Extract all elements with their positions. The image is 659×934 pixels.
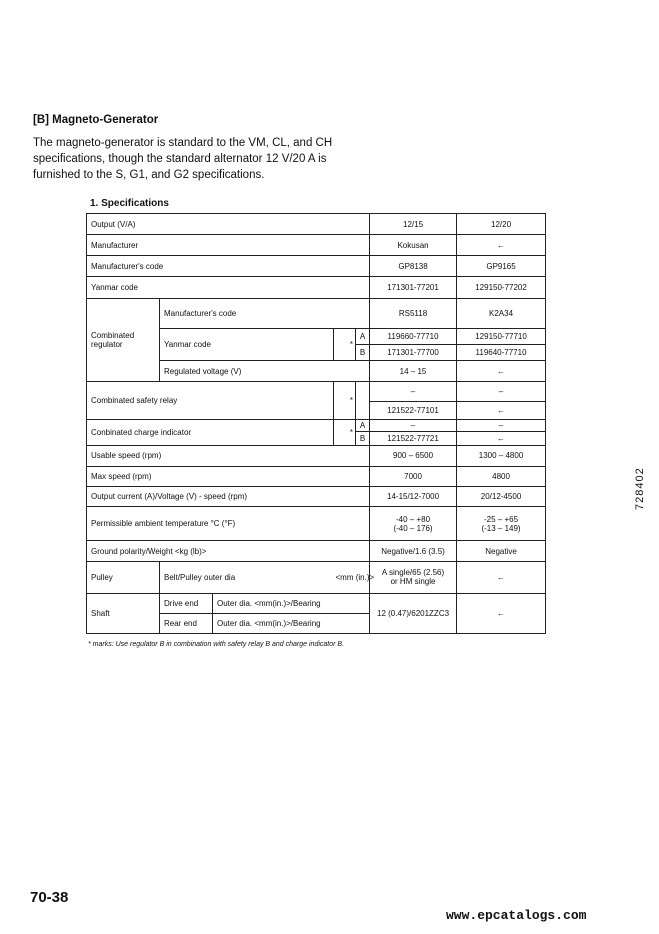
row-regulator-mfr-code bbox=[87, 298, 546, 328]
ambient-temperature-value-1 bbox=[370, 506, 457, 540]
ground-polarity-value-1: Negative/1.6 (3.5) bbox=[370, 541, 457, 562]
specifications-title: 1. Specifications bbox=[90, 198, 169, 209]
charge-indicator-b-value-2: ← bbox=[457, 432, 546, 445]
manufacturer-code-value-2: GP9165 bbox=[457, 256, 546, 277]
pulley-value-2: ← bbox=[457, 562, 546, 593]
footnote: * marks: Use regulator B in combination with safety relay B and charge indicator B. bbox=[88, 641, 345, 648]
regulator-mfr-code-value-2: K2A34 bbox=[457, 298, 546, 328]
usable-speed-label: Usable speed (rpm) bbox=[87, 445, 370, 466]
row-ambient-temperature bbox=[87, 506, 546, 540]
yanmar-code-label: Yanmar code bbox=[87, 277, 370, 298]
charge-indicator-a-value-2: – bbox=[457, 420, 546, 432]
output-current-label: Output current (A)/Voltage (V) - speed (rpm) bbox=[87, 486, 370, 506]
yanmar-code-value-1: 171301-77201 bbox=[370, 277, 457, 298]
regulator-yanmar-code-label: Yanmar code bbox=[160, 328, 334, 360]
regulator-mfr-code-value-1: RS5118 bbox=[370, 298, 457, 328]
regulator-variant-a: A bbox=[356, 328, 370, 344]
row-ground-polarity bbox=[87, 541, 546, 562]
regulator-yanmar-b-value-2: 119640-77710 bbox=[457, 344, 546, 360]
charge-indicator-variant-b: B bbox=[356, 432, 370, 445]
charge-indicator-a-value-1: – bbox=[370, 420, 457, 432]
regulated-voltage-label: Regulated voltage (V) bbox=[160, 360, 370, 381]
yanmar-code-value-2: 129150-77202 bbox=[457, 277, 546, 298]
row-pulley bbox=[87, 562, 546, 593]
row-max-speed bbox=[87, 466, 546, 486]
safety-relay-value-2-bottom: ← bbox=[457, 401, 545, 420]
pulley-sub-label: Belt/Pulley outer dia bbox=[160, 562, 334, 593]
row-safety-relay bbox=[87, 382, 546, 420]
row-usable-speed bbox=[87, 445, 546, 466]
regulator-group-label: Combinated regulator bbox=[87, 298, 160, 382]
safety-relay-value-1-bottom: 121522-77101 bbox=[370, 401, 456, 420]
charge-indicator-b-value-1: 121522-77721 bbox=[370, 432, 457, 445]
max-speed-value-2: 4800 bbox=[457, 466, 546, 486]
charge-indicator-variant-a: A bbox=[356, 420, 370, 432]
manufacturer-code-value-1: GP8138 bbox=[370, 256, 457, 277]
pulley-label: Pulley bbox=[87, 562, 160, 593]
max-speed-value-1: 7000 bbox=[370, 466, 457, 486]
manufacturer-label: Manufacturer bbox=[87, 235, 370, 256]
output-current-value-1: 14-15/12-7000 bbox=[370, 486, 457, 506]
page-number: 70-38 bbox=[30, 889, 69, 906]
regulated-voltage-value-2: ← bbox=[457, 360, 546, 381]
regulator-variant-b: B bbox=[356, 344, 370, 360]
ambient-temperature-value-2-f: (-13 – 149) bbox=[481, 523, 521, 533]
ambient-temperature-value-2-c: -25 – +65 bbox=[484, 514, 519, 524]
output-label: Output (V/A) bbox=[87, 214, 370, 235]
row-manufacturer-code bbox=[87, 256, 546, 277]
ambient-temperature-label: Permissible ambient temperature °C (°F) bbox=[87, 506, 370, 540]
ground-polarity-value-2: Negative bbox=[457, 541, 546, 562]
row-charge-indicator-a bbox=[87, 420, 546, 432]
charge-indicator-asterisk: * bbox=[334, 420, 356, 445]
ground-polarity-label: Ground polarity/Weight <kg (lb)> bbox=[87, 541, 370, 562]
row-yanmar-code bbox=[87, 277, 546, 298]
output-current-value-2: 20/12-4500 bbox=[457, 486, 546, 506]
regulator-mfr-code-label: Manufacturer's code bbox=[160, 298, 370, 328]
ambient-temperature-value-2 bbox=[457, 506, 546, 540]
side-document-code: 728402 bbox=[634, 467, 646, 510]
safety-relay-value-2-top: – bbox=[498, 386, 504, 396]
output-value-1: 12/15 bbox=[370, 214, 457, 235]
intro-paragraph: The magneto-generator is standard to the VM, CL, and CH specifications, though the standard alternator 12 V/20 A is furnished to the S, G1, and G2 specifications. bbox=[33, 137, 333, 181]
shaft-drive-end-desc: Outer dia. <mm(in.)>/Bearing bbox=[213, 593, 370, 613]
manufacturer-value-1: Kokusan bbox=[370, 235, 457, 256]
pulley-unit: <mm (in.)> bbox=[334, 562, 370, 593]
regulated-voltage-value-1: 14 – 15 bbox=[370, 360, 457, 381]
safety-relay-value-1 bbox=[370, 382, 457, 420]
pulley-value-1-line-2: or HM single bbox=[390, 577, 436, 587]
ambient-temperature-value-1-f: (-40 – 176) bbox=[393, 523, 433, 533]
specifications-table bbox=[86, 213, 546, 634]
output-value-2: 12/20 bbox=[457, 214, 546, 235]
shaft-rear-end-label: Rear end bbox=[160, 613, 213, 633]
row-shaft-drive-end bbox=[87, 593, 546, 613]
watermark-url: www.epcatalogs.com bbox=[446, 908, 587, 923]
row-manufacturer bbox=[87, 235, 546, 256]
shaft-drive-end-label: Drive end bbox=[160, 593, 213, 613]
safety-relay-asterisk: * bbox=[334, 382, 356, 420]
regulator-yanmar-b-value-1: 171301-77700 bbox=[370, 344, 457, 360]
safety-relay-label: Combinated safety relay bbox=[87, 382, 334, 420]
shaft-value-1: 12 (0.47)/6201ZZC3 bbox=[370, 593, 457, 633]
regulator-yanmar-a-value-1: 119660-77710 bbox=[370, 328, 457, 344]
max-speed-label: Max speed (rpm) bbox=[87, 466, 370, 486]
regulator-yanmar-a-value-2: 129150-77710 bbox=[457, 328, 546, 344]
section-heading: [B] Magneto-Generator bbox=[33, 114, 159, 126]
charge-indicator-label: Conbinated charge indicator bbox=[87, 420, 334, 445]
pulley-value-1-line-1: A single/65 (2.56) bbox=[381, 568, 445, 578]
safety-relay-variant-cell bbox=[356, 382, 370, 420]
row-output bbox=[87, 214, 546, 235]
pulley-value-1 bbox=[370, 562, 457, 593]
shaft-label: Shaft bbox=[87, 593, 160, 633]
usable-speed-value-2: 1300 – 4800 bbox=[457, 445, 546, 466]
manufacturer-code-label: Manufacturer's code bbox=[87, 256, 370, 277]
ambient-temperature-value-1-c: -40 – +80 bbox=[396, 514, 431, 524]
shaft-value-2: ← bbox=[457, 593, 546, 633]
usable-speed-value-1: 900 – 6500 bbox=[370, 445, 457, 466]
regulator-asterisk: * bbox=[334, 328, 356, 360]
manufacturer-value-2: ← bbox=[457, 235, 546, 256]
safety-relay-value-1-top: – bbox=[410, 386, 416, 396]
safety-relay-value-2 bbox=[457, 382, 546, 420]
row-output-current bbox=[87, 486, 546, 506]
shaft-rear-end-desc: Outer dia. <mm(in.)>/Bearing bbox=[213, 613, 370, 633]
